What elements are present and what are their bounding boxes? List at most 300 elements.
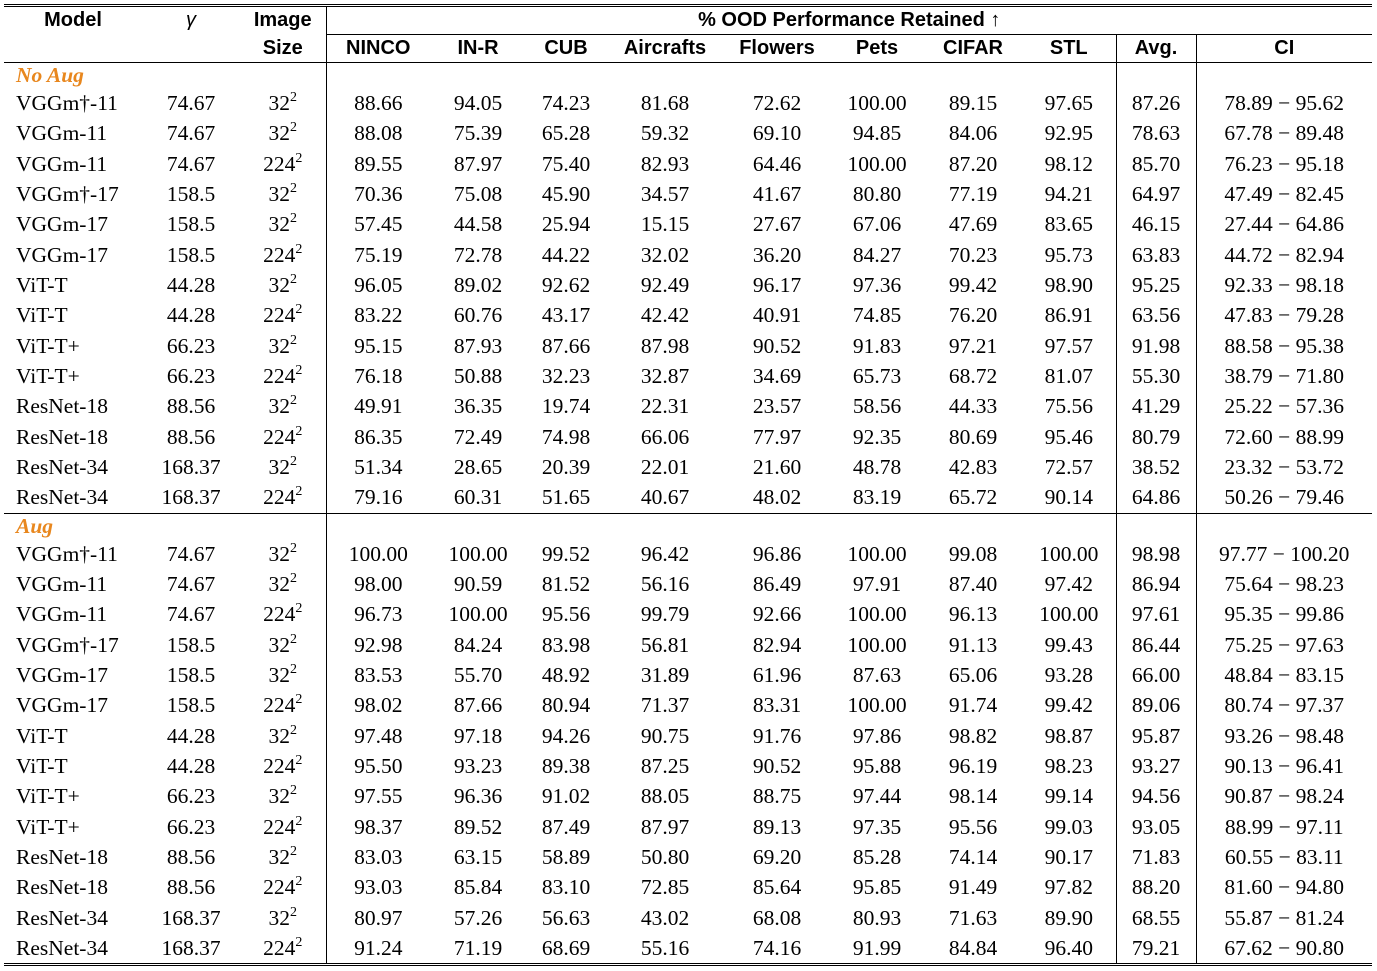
value-cell: 94.85 [852, 121, 902, 146]
value-cell: 91.83 [852, 333, 902, 358]
avg-cell: 87.26 [1116, 88, 1196, 118]
ci-cell: 93.26 − 98.48 [1196, 721, 1372, 751]
table-row [4, 630, 1372, 660]
value-cell: 98.14 [948, 784, 998, 809]
avg-cell: 94.56 [1116, 781, 1196, 811]
value-cell: 100.00 [847, 602, 907, 627]
ci-cell: 38.79 − 71.80 [1196, 361, 1372, 391]
value-cell: 99.42 [948, 272, 998, 297]
value-cell: 47.69 [948, 212, 998, 237]
table-row [4, 482, 1372, 513]
value-cell: 80.97 [326, 903, 430, 933]
image-size-base: 224 [263, 753, 296, 778]
value-cell: 82.94 [752, 632, 802, 657]
model-cell: ResNet-18 [16, 844, 108, 869]
image-size-exponent: 2 [290, 393, 297, 409]
header-dataset: CIFAR [924, 35, 1022, 63]
value-cell: 98.90 [1044, 272, 1093, 297]
avg-cell: 80.79 [1116, 422, 1196, 452]
value-cell: 86.35 [326, 422, 430, 452]
image-size-exponent: 2 [295, 362, 303, 378]
section-title: Aug [4, 513, 142, 539]
value-cell: 91.13 [948, 632, 998, 657]
table-row [4, 751, 1372, 781]
avg-cell: 78.63 [1116, 118, 1196, 148]
image-size-exponent: 2 [290, 332, 297, 348]
ci-cell: 75.64 − 98.23 [1196, 569, 1372, 599]
value-cell: 74.23 [541, 91, 591, 115]
value-cell: 49.91 [326, 391, 430, 421]
value-cell: 40.67 [640, 485, 690, 510]
model-cell: ViT-T [16, 303, 68, 328]
image-size-exponent: 2 [290, 453, 297, 469]
image-size-base: 32 [268, 571, 290, 596]
avg-cell: 64.86 [1116, 482, 1196, 513]
value-cell: 99.14 [1044, 784, 1093, 809]
value-cell: 71.19 [430, 933, 526, 965]
value-cell: 87.63 [852, 662, 902, 687]
image-size-base: 224 [263, 935, 296, 960]
value-cell: 98.87 [1044, 723, 1093, 748]
avg-cell: 95.87 [1116, 721, 1196, 751]
image-size-cell [240, 872, 326, 902]
value-cell: 61.96 [752, 662, 802, 687]
image-size-cell [240, 812, 326, 842]
model-cell: VGGm-17 [16, 693, 108, 718]
header-gamma-blank [142, 35, 240, 63]
value-cell: 60.31 [453, 485, 503, 510]
value-cell: 68.72 [948, 363, 998, 388]
avg-cell: 88.20 [1116, 872, 1196, 902]
value-cell: 32.02 [640, 242, 690, 267]
model-cell: ResNet-18 [16, 875, 108, 900]
value-cell: 92.95 [1044, 121, 1093, 146]
gamma-cell: 158.5 [166, 242, 216, 267]
table-row [4, 721, 1372, 751]
image-size-cell [240, 690, 326, 720]
image-size-cell [240, 781, 326, 811]
table-row [4, 690, 1372, 720]
value-cell: 65.06 [948, 662, 998, 687]
value-cell: 96.42 [640, 541, 690, 566]
ci-cell: 47.83 − 79.28 [1196, 300, 1372, 330]
model-cell: VGGm†-11 [16, 541, 118, 566]
value-cell: 99.52 [541, 541, 591, 566]
value-cell: 80.80 [852, 181, 902, 206]
image-size-cell [240, 842, 326, 872]
image-size-exponent: 2 [295, 601, 303, 617]
value-cell: 92.35 [852, 424, 902, 449]
value-cell: 82.93 [640, 151, 690, 176]
value-cell: 91.74 [948, 693, 998, 718]
value-cell: 87.97 [640, 814, 690, 839]
image-size-exponent: 2 [290, 570, 297, 586]
value-cell: 74.16 [724, 933, 830, 965]
image-size-base: 32 [268, 454, 290, 479]
value-cell: 92.66 [752, 602, 802, 627]
table-row [4, 179, 1372, 209]
gamma-cell: 168.37 [161, 454, 221, 479]
model-cell: ResNet-18 [16, 394, 108, 419]
table-row [4, 209, 1372, 239]
value-cell: 64.46 [752, 151, 802, 176]
image-size-cell [240, 391, 326, 421]
value-cell: 42.42 [640, 303, 690, 328]
section-title: No Aug [16, 63, 84, 87]
model-cell: ViT-T+ [16, 333, 80, 358]
ci-cell: 90.13 − 96.41 [1196, 751, 1372, 781]
gamma-cell: 168.37 [161, 905, 221, 930]
value-cell: 100.00 [847, 632, 907, 657]
value-cell: 97.82 [1044, 875, 1093, 900]
gamma-cell: 44.28 [166, 753, 216, 778]
value-cell: 83.22 [326, 300, 430, 330]
value-cell: 88.08 [326, 118, 430, 148]
value-cell: 100.00 [448, 541, 508, 566]
image-size-cell [240, 569, 326, 599]
image-size-cell [240, 149, 326, 179]
image-size-cell [240, 88, 326, 118]
gamma-cell: 74.67 [166, 602, 216, 627]
table-header [4, 6, 1372, 63]
value-cell: 97.55 [326, 781, 430, 811]
value-cell: 89.55 [326, 149, 430, 179]
value-cell: 87.40 [948, 571, 998, 596]
value-cell: 95.85 [852, 875, 902, 900]
image-size-base: 224 [263, 875, 296, 900]
value-cell: 99.43 [1044, 632, 1093, 657]
value-cell: 100.00 [326, 539, 430, 569]
value-cell: 44.33 [948, 394, 998, 419]
value-cell: 68.08 [752, 905, 802, 930]
value-cell: 93.28 [1044, 662, 1093, 687]
image-size-cell [240, 599, 326, 629]
ci-cell: 25.22 − 57.36 [1196, 391, 1372, 421]
image-size-base: 32 [268, 212, 290, 237]
table-row [4, 361, 1372, 391]
model-cell: ViT-T+ [16, 814, 80, 839]
gamma-cell: 44.28 [166, 303, 216, 328]
value-cell: 89.90 [1044, 905, 1093, 930]
value-cell: 20.39 [541, 454, 591, 479]
value-cell: 22.31 [640, 394, 690, 419]
value-cell: 94.21 [1044, 181, 1093, 206]
value-cell: 48.78 [852, 454, 902, 479]
image-size-base: 224 [263, 303, 296, 328]
image-size-exponent: 2 [295, 423, 303, 439]
value-cell: 92.62 [541, 272, 591, 297]
value-cell: 41.67 [752, 181, 802, 206]
ci-cell: 76.23 − 95.18 [1196, 149, 1372, 179]
value-cell: 91.02 [541, 784, 591, 809]
ci-cell: 80.74 − 97.37 [1196, 690, 1372, 720]
avg-cell: 93.05 [1116, 812, 1196, 842]
value-cell: 98.00 [326, 569, 430, 599]
image-size-exponent: 2 [295, 934, 303, 950]
ci-cell: 75.25 − 97.63 [1196, 630, 1372, 660]
value-cell: 91.49 [948, 875, 998, 900]
ci-cell: 44.72 − 82.94 [1196, 240, 1372, 270]
gamma-cell: 158.5 [166, 632, 216, 657]
gamma-cell: 158.5 [166, 693, 216, 718]
value-cell: 81.68 [640, 91, 690, 115]
value-cell: 50.80 [640, 844, 690, 869]
ci-cell: 88.99 − 97.11 [1196, 812, 1372, 842]
image-size-base: 32 [268, 91, 290, 115]
value-cell: 96.17 [752, 272, 802, 297]
image-size-base: 32 [268, 844, 290, 869]
value-cell: 94.05 [453, 91, 503, 115]
value-cell: 86.49 [752, 571, 802, 596]
image-size-cell [240, 630, 326, 660]
image-size-base: 224 [263, 693, 296, 718]
value-cell: 74.14 [948, 844, 998, 869]
table-row [4, 88, 1372, 118]
header-dataset: CUB [526, 35, 606, 63]
image-size-exponent: 2 [295, 692, 303, 708]
value-cell: 87.20 [948, 151, 998, 176]
ci-cell: 67.62 − 90.80 [1196, 933, 1372, 965]
value-cell: 85.28 [852, 844, 902, 869]
avg-cell: 71.83 [1116, 842, 1196, 872]
avg-cell: 95.25 [1116, 270, 1196, 300]
value-cell: 94.26 [541, 723, 591, 748]
value-cell: 87.66 [541, 333, 591, 358]
image-size-exponent: 2 [295, 813, 303, 829]
value-cell: 97.18 [453, 723, 503, 748]
value-cell: 77.19 [948, 181, 998, 206]
value-cell: 70.36 [326, 179, 430, 209]
header-dataset: STL [1022, 35, 1116, 63]
ci-cell: 95.35 − 99.86 [1196, 599, 1372, 629]
gamma-cell: 88.56 [166, 875, 216, 900]
value-cell: 98.82 [948, 723, 998, 748]
value-cell: 92.49 [640, 272, 690, 297]
value-cell: 66.06 [640, 424, 690, 449]
table-row [4, 569, 1372, 599]
value-cell: 32.87 [640, 363, 690, 388]
image-size-exponent: 2 [290, 540, 297, 556]
value-cell: 72.78 [453, 242, 503, 267]
avg-cell: 86.44 [1116, 630, 1196, 660]
gamma-cell: 158.5 [166, 212, 216, 237]
table-row [4, 331, 1372, 361]
value-cell: 67.06 [852, 212, 902, 237]
table-row [4, 149, 1372, 179]
header-ci: CI [1196, 35, 1372, 63]
value-cell: 79.16 [326, 482, 430, 513]
gamma-cell: 44.28 [166, 723, 216, 748]
value-cell: 87.25 [640, 753, 690, 778]
header-model-blank [4, 35, 142, 63]
value-cell: 75.19 [326, 240, 430, 270]
value-cell: 83.03 [326, 842, 430, 872]
gamma-cell: 88.56 [166, 844, 216, 869]
value-cell: 80.94 [541, 693, 591, 718]
table-row [4, 422, 1372, 452]
value-cell: 56.63 [541, 905, 591, 930]
value-cell: 55.16 [606, 933, 724, 965]
avg-cell: 68.55 [1116, 903, 1196, 933]
table-row [4, 781, 1372, 811]
value-cell: 97.86 [852, 723, 902, 748]
image-size-base: 224 [263, 485, 296, 510]
image-size-base: 32 [268, 333, 290, 358]
gamma-cell: 66.23 [166, 333, 216, 358]
value-cell: 27.67 [752, 212, 802, 237]
avg-cell: 63.83 [1116, 240, 1196, 270]
value-cell: 96.36 [453, 784, 503, 809]
value-cell: 48.02 [752, 485, 802, 510]
value-cell: 96.13 [948, 602, 998, 627]
value-cell: 100.00 [847, 693, 907, 718]
value-cell: 76.20 [948, 303, 998, 328]
value-cell: 83.19 [852, 485, 902, 510]
table-row [4, 539, 1372, 569]
model-cell: ViT-T [16, 723, 68, 748]
avg-cell: 98.98 [1116, 539, 1196, 569]
gamma-cell: 158.5 [166, 181, 216, 206]
aug-section [4, 513, 1372, 965]
image-size-exponent: 2 [290, 211, 297, 227]
value-cell: 99.79 [640, 602, 690, 627]
value-cell: 97.36 [852, 272, 902, 297]
value-cell: 95.56 [541, 602, 591, 627]
value-cell: 58.56 [852, 394, 902, 419]
ci-cell: 78.89 − 95.62 [1196, 88, 1372, 118]
value-cell: 36.20 [752, 242, 802, 267]
image-size-cell [240, 452, 326, 482]
value-cell: 89.15 [948, 91, 998, 115]
table-row [4, 300, 1372, 330]
value-cell: 72.49 [453, 424, 503, 449]
value-cell: 100.00 [847, 151, 907, 176]
image-size-base: 32 [268, 632, 290, 657]
table-row [4, 812, 1372, 842]
value-cell: 100.00 [847, 541, 907, 566]
value-cell: 71.37 [640, 693, 690, 718]
image-size-base: 32 [268, 662, 290, 687]
value-cell: 81.07 [1044, 363, 1093, 388]
gamma-cell: 74.67 [166, 121, 216, 146]
image-size-base: 32 [268, 723, 290, 748]
value-cell: 85.84 [453, 875, 503, 900]
model-cell: ViT-T [16, 272, 68, 297]
value-cell: 72.85 [640, 875, 690, 900]
model-cell: VGGm-11 [16, 571, 108, 596]
table-row [4, 660, 1372, 690]
value-cell: 57.45 [326, 209, 430, 239]
value-cell: 65.28 [541, 121, 591, 146]
value-cell: 89.02 [453, 272, 503, 297]
ci-cell: 81.60 − 94.80 [1196, 872, 1372, 902]
image-size-base: 32 [268, 541, 290, 566]
value-cell: 84.24 [453, 632, 503, 657]
value-cell: 44.22 [541, 242, 591, 267]
value-cell: 100.00 [448, 602, 508, 627]
avg-cell: 41.29 [1116, 391, 1196, 421]
value-cell: 19.74 [541, 394, 591, 419]
avg-cell: 86.94 [1116, 569, 1196, 599]
value-cell: 77.97 [752, 424, 802, 449]
model-cell: ViT-T [16, 753, 68, 778]
value-cell: 36.35 [453, 394, 503, 419]
image-size-cell [240, 240, 326, 270]
value-cell: 45.90 [541, 181, 591, 206]
header-image-size-line1: Image [240, 6, 326, 35]
value-cell: 95.46 [1044, 424, 1093, 449]
header-avg: Avg. [1116, 35, 1196, 63]
value-cell: 21.60 [752, 454, 802, 479]
value-cell: 97.35 [852, 814, 902, 839]
image-size-base: 32 [268, 272, 290, 297]
avg-cell: 55.30 [1116, 361, 1196, 391]
value-cell: 34.57 [640, 181, 690, 206]
value-cell: 31.89 [640, 662, 690, 687]
ci-cell: 90.87 − 98.24 [1196, 781, 1372, 811]
gamma-cell: 168.37 [161, 485, 221, 510]
value-cell: 75.39 [453, 121, 503, 146]
table-row [4, 452, 1372, 482]
ci-cell: 23.32 − 53.72 [1196, 452, 1372, 482]
model-cell: VGGm-11 [16, 602, 108, 627]
value-cell: 76.18 [326, 361, 430, 391]
model-cell: VGGm-17 [16, 212, 108, 237]
gamma-cell: 88.56 [166, 394, 216, 419]
table-row [4, 933, 1372, 965]
value-cell: 96.05 [326, 270, 430, 300]
value-cell: 98.37 [326, 812, 430, 842]
image-size-exponent: 2 [290, 631, 297, 647]
image-size-exponent: 2 [290, 180, 297, 196]
model-cell: VGGm-11 [16, 151, 108, 176]
model-cell: VGGm†-17 [16, 632, 119, 657]
ci-cell: 72.60 − 88.99 [1196, 422, 1372, 452]
image-size-exponent: 2 [295, 752, 303, 768]
avg-cell: 66.00 [1116, 660, 1196, 690]
image-size-exponent: 2 [290, 722, 297, 738]
value-cell: 40.91 [752, 303, 802, 328]
image-size-base: 32 [268, 121, 290, 146]
ci-cell: 55.87 − 81.24 [1196, 903, 1372, 933]
value-cell: 74.85 [852, 303, 902, 328]
image-size-cell [240, 179, 326, 209]
value-cell: 51.65 [541, 485, 591, 510]
model-cell: VGGm†-11 [16, 91, 118, 115]
image-size-cell [240, 660, 326, 690]
value-cell: 65.72 [948, 485, 998, 510]
value-cell: 80.93 [852, 905, 902, 930]
model-cell: ResNet-34 [16, 485, 108, 510]
value-cell: 97.44 [852, 784, 902, 809]
value-cell: 32.23 [541, 363, 591, 388]
avg-cell: 64.97 [1116, 179, 1196, 209]
image-size-cell [240, 331, 326, 361]
image-size-base: 224 [263, 151, 296, 176]
value-cell: 84.84 [924, 933, 1022, 965]
value-cell: 97.65 [1044, 91, 1093, 115]
value-cell: 93.03 [326, 872, 430, 902]
image-size-exponent: 2 [295, 150, 303, 166]
value-cell: 28.65 [453, 454, 503, 479]
value-cell: 96.73 [326, 599, 430, 629]
image-size-base: 224 [263, 363, 296, 388]
value-cell: 97.48 [326, 721, 430, 751]
value-cell: 96.40 [1022, 933, 1116, 965]
image-size-exponent: 2 [290, 843, 297, 859]
value-cell: 87.98 [640, 333, 690, 358]
header-dataset: Flowers [724, 35, 830, 63]
